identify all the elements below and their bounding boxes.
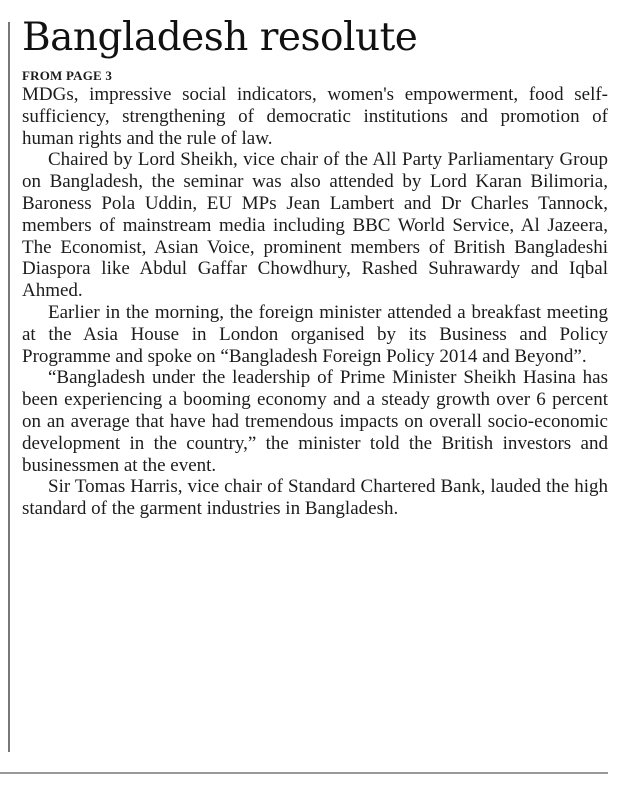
column-rule: [8, 22, 10, 752]
bottom-rule: [0, 772, 608, 774]
headline: Bangladesh resolute: [22, 15, 418, 60]
article-body: [22, 84, 608, 520]
paragraph-continuation: MDGs, impressive social indicators, women's empowerment, food self-sufficiency, strengthening of democratic institutions and promotion of human rights and the rule of law.: [22, 84, 608, 149]
paragraph-breakfast-meeting: Earlier in the morning, the foreign minister attended a breakfast meeting at the Asia House in London organised by its Business and Policy Programme and spoke on “Bangladesh Foreign Policy 2014 and Beyond”.: [22, 301, 608, 367]
dateline: FROM PAGE 3: [22, 68, 113, 83]
paragraph-standard-chartered: Sir Tomas Harris, vice chair of Standard Chartered Bank, lauded the high standard of the garment industries in Bangladesh.: [22, 476, 608, 520]
paragraph-minister-quote: “Bangladesh under the leadership of Prime Minister Sheikh Hasina has been experiencing a booming economy and a steady growth over 6 percent on an average that have had tremendous impacts on overall socio-economic development in the country,” the minister told the British investors and businessmen at the event.: [22, 367, 608, 476]
paragraph-seminar: Chaired by Lord Sheikh, vice chair of the All Party Parliamentary Group on Bangladesh, the seminar was also attended by Lord Karan Bilimoria, Baroness Pola Uddin, EU MPs Jean Lambert and Dr Charles Tannock, members of mainstream media including BBC World Service, Al Jazeera, The Economist, Asian Voice, prominent members of British Bangladeshi Diaspora like Abdul Gaffar Chowdhury, Rashed Suhrawardy and Iqbal Ahmed.: [22, 149, 608, 302]
article: [22, 14, 608, 520]
